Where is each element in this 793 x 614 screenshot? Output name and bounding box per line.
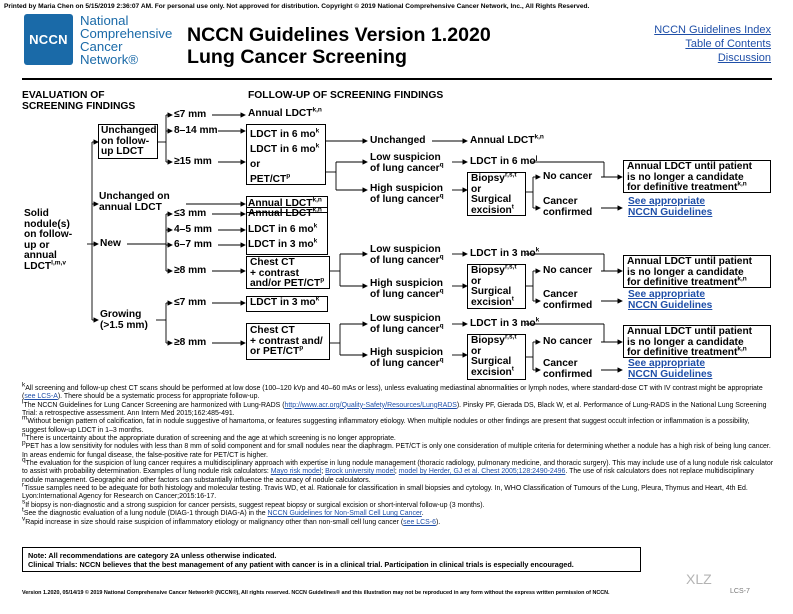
copyright-footer: Version 1.2020, 05/14/19 © 2019 National Comprehensive Cancer Network® (NCCN®), All rights reserved. NCCN Guidelines® and this illustration may not be reproduced in any form without the express written permission of NCCN. bbox=[22, 590, 610, 596]
table-of-contents-link[interactable]: Table of Contents bbox=[685, 38, 771, 50]
herder-model-link[interactable]: model by Herder, GJ et al. Chest 2005;128:2490-2496 bbox=[398, 468, 566, 476]
footnote-m: $^m$Without benign pattern of calcification, fat in nodule suggestive of hamartoma, or features suggesting inflammatory etiology. When multiple nodules or other findings are present that suggest occult infection or inflammation is a possibility, suggest follow-up LDCT in 1–3 months. bbox=[22, 415, 750, 434]
size-ge15: ≥15 mm bbox=[174, 156, 212, 167]
brock-model-link[interactable]: Brock university model bbox=[325, 468, 395, 476]
footnotes bbox=[22, 381, 774, 527]
ldct6-or-petct-box: LDCT in 6 $mo^k$ LDCT in 6 $mo^k$ or PET/$CT^p$ bbox=[246, 124, 326, 185]
footnote-s: $^s$If biopsy is non-diagnostic and a strong suspicion for cancer persists, suggest repeat biopsy or surgical excision or short-interval follow-up (3 months). bbox=[22, 498, 485, 509]
mayo-risk-model-link[interactable]: Mayo risk model bbox=[270, 468, 322, 476]
ldct3-1: LDCT in 3 $mo^k$ bbox=[248, 237, 318, 250]
cancer-confirmed-3: Cancer confirmed bbox=[543, 358, 593, 380]
high-suspicion-3: High suspicion of lung cancer$^q$ bbox=[370, 347, 444, 369]
footnote-p: $^p$PET has a low sensitivity for nodules with less than 8 mm of solid component and for small nodules near the diaphragm. PET/CT is only one consideration of multiple criteria for determining whether a nodule has a high risk of being lung cancer. In areas endemic for fungal disease, the false-positive rate for PET/CT is higher. bbox=[22, 440, 771, 459]
annual-ldct-2: Annual LDCT$^{k,n}$ bbox=[470, 133, 544, 146]
footnote-k: $^k$All screening and follow-up chest CT scans should be performed at low dose (100–120 kVp and 40–60 mAs or less), unless evaluating mediastinal abnormalities or lymph nodes, where standard-dose CT with IV contrast might be appropriate (see LCS-A). There should be a systematic process for appropriate follow-up. bbox=[22, 381, 763, 401]
cancer-confirmed-2: Cancer confirmed bbox=[543, 289, 593, 311]
size-8-14: 8–14 mm bbox=[174, 125, 218, 136]
footnote-n: $^n$There is uncertainty about the appropriate duration of screening and the age at which screening is no longer appropriate. bbox=[22, 431, 396, 443]
see-guidelines-link-1[interactable]: See appropriate NCCN Guidelines bbox=[628, 196, 713, 218]
biopsy-box-1: Biopsy$^{r,s,t}$ or Surgical excision$^t$ bbox=[467, 172, 526, 216]
annual-until-box-1: Annual LDCT until patient is no longer a candidate for definitive treatment$^{k,n}$ bbox=[623, 160, 771, 193]
followup-header: FOLLOW-UP OF SCREENING FINDINGS bbox=[248, 90, 444, 101]
low-suspicion-1: Low suspicion of lung cancer$^q$ bbox=[370, 152, 444, 174]
discussion-link[interactable]: Discussion bbox=[717, 52, 771, 64]
biopsy-box-2: Biopsy$^{r,s,t}$ or Surgical excision$^t$ bbox=[467, 264, 526, 309]
size-le7-a: ≤7 mm bbox=[174, 109, 207, 120]
guidelines-index-link[interactable]: NCCN Guidelines Index bbox=[654, 24, 771, 36]
size-ge8-b: ≥8 mm bbox=[174, 337, 207, 348]
branch-unchanged-annual: Unchanged on annual LDCT bbox=[99, 191, 170, 213]
footnote-q: $^q$The evaluation for the suspicion of lung cancer requires a multidisciplinary approach with expertise in lung nodule management (thoracic radiology, pulmonary medicine, and thoracic surgery). This may include use of a lung nodule risk calculator to assist with probability determination. Examples of lung nodule risk calculators: Mayo risk model; Brock university model; model by Herder, GJ et al. Chest 2005;128:2490-2496. The use of risk calculators does not replace multidisciplinary nodule management. Geographic and other factors can substantially influence the accuracy of nodule calculators. bbox=[22, 456, 774, 484]
see-guidelines-link-2[interactable]: See appropriate NCCN Guidelines bbox=[628, 289, 713, 311]
no-cancer-2: No cancer bbox=[543, 265, 593, 276]
annual-until-box-3: Annual LDCT until patient is no longer a candidate for definitive treatment$^{k,n}$ bbox=[623, 325, 771, 358]
size-le3: ≤3 mm bbox=[174, 208, 207, 219]
nsclc-guidelines-link[interactable]: NCCN Guidelines for Non-Small Cell Lung Cancer bbox=[267, 510, 422, 518]
ldct3-4: LDCT in 3 $mo^k$ bbox=[470, 316, 540, 329]
low-suspicion-3: Low suspicion of lung cancer$^q$ bbox=[370, 313, 444, 335]
ldct6-2: LDCT in 6 $mo^j$ bbox=[470, 154, 538, 167]
nccn-logo: NCCN bbox=[24, 14, 73, 65]
branch-growing: Growing (>1.5 mm) bbox=[100, 309, 148, 331]
size-4-5: 4–5 mm bbox=[174, 224, 212, 235]
page-title: NCCN Guidelines Version 1.2020 Lung Cancer Screening bbox=[187, 24, 491, 68]
see-guidelines-link-3[interactable]: See appropriate NCCN Guidelines bbox=[628, 358, 713, 380]
size-le7-b: ≤7 mm bbox=[174, 297, 207, 308]
footnote-l: $^l$The NCCN Guidelines for Lung Cancer Screening are harmonized with Lung-RADS (http://www.acr.org/Quality-Safety/Resources/LungRADS). Pinsky PF, Gierada DS, Black W, et al. Performance of Lung-RADS in the National Lung Screening Trial: a retrospective assessment. Ann Intern Med 2015;162:485-491. bbox=[22, 398, 767, 418]
footnote-t: $^t$See the diagnostic evaluation of a lung nodule (DIAG-1 through DIAG-A) in the NCCN Guidelines for Non-Small Cell Lung Cancer. bbox=[22, 506, 424, 518]
branch-unchanged-followup: Unchanged on follow- up LDCT bbox=[98, 124, 158, 159]
page-number: LCS-7 bbox=[730, 588, 750, 595]
see-lcs-a-link[interactable]: see LCS-A bbox=[24, 393, 58, 401]
low-suspicion-2: Low suspicion of lung cancer$^q$ bbox=[370, 244, 444, 266]
printed-by-header: Printed by Maria Chen on 5/15/2019 2:36:07 AM. For personal use only. Not approved for distribution. Copyright © 2019 National Comprehensive Cancer Network, Inc., All Rights Reserved. bbox=[4, 3, 590, 10]
footnote-r: $^r$Tissue samples need to be adequate for both histology and molecular testing. Travis WD, et al. Rationale for classification in small biopsies and cytology. In, WHO Classification of Tumours of the Lung, Pleura, Thymus and Heart, 4th Ed. Lyon:International Agency for Research on Cancer;2015:16-17. bbox=[22, 481, 748, 501]
no-cancer-3: No cancer bbox=[543, 336, 593, 347]
footnote-v: $^v$Rapid increase in size should raise suspicion of inflammatory etiology or malignancy other than non-small cell lung cancer (see LCS-6). bbox=[22, 515, 441, 526]
cancer-confirmed-1: Cancer confirmed bbox=[543, 196, 593, 218]
chest-ct-box-2: Chest CT + contrast and/ or PET/$CT^p$ bbox=[246, 323, 330, 360]
size-ge8-a: ≥8 mm bbox=[174, 265, 207, 276]
evaluation-header: EVALUATION OF SCREENING FINDINGS bbox=[22, 90, 136, 112]
see-lcs-6-link[interactable]: see LCS-6 bbox=[403, 518, 436, 526]
annual-ldct-1: Annual LDCT$^{k,n}$ bbox=[248, 106, 322, 119]
ldct3-2: LDCT in 3 $mo^k$ bbox=[470, 246, 540, 259]
size-6-7: 6–7 mm bbox=[174, 239, 212, 250]
annual-until-box-2: Annual LDCT until patient is no longer a candidate for definitive treatment$^{k,n}$ bbox=[623, 255, 771, 288]
branch-new: New bbox=[100, 238, 121, 249]
outcome-unchanged: Unchanged bbox=[370, 135, 426, 146]
watermark: XLZ bbox=[686, 571, 712, 587]
lung-rads-link[interactable]: http://www.acr.org/Quality-Safety/Resources/LungRADS bbox=[284, 401, 457, 409]
high-suspicion-1: High suspicion of lung cancer$^q$ bbox=[370, 183, 444, 205]
no-cancer-1: No cancer bbox=[543, 171, 593, 182]
chest-ct-box-1: Chest CT + contrast and/or PET/$CT^p$ bbox=[246, 256, 330, 289]
ldct3-box-3: LDCT in 3 $mo^k$ bbox=[246, 296, 328, 312]
ldct6-3: LDCT in 6 $mo^k$ bbox=[248, 222, 318, 235]
solid-nodule-label: Solid nodule(s) on follow- up or annual LDCT$^{l,m,v}$ bbox=[24, 208, 73, 272]
annual-ldct-3: Annual LDCT$^{k,n}$ bbox=[248, 196, 322, 209]
category-note-box: Note: All recommendations are category 2A unless otherwise indicated. Clinical Trials: NCCN believes that the best management of any patient with cancer is in a clinical trial. Participation in clinical trials is especially encouraged. bbox=[22, 547, 641, 572]
annual-ldct-4: Annual LDCT$^{k,n}$ bbox=[248, 206, 322, 219]
biopsy-box-3: Biopsy$^{r,s,t}$ or Surgical excision$^t$ bbox=[467, 334, 526, 380]
nccn-logo-text: National Comprehensive Cancer Network® bbox=[80, 13, 173, 67]
high-suspicion-2: High suspicion of lung cancer$^q$ bbox=[370, 278, 444, 300]
